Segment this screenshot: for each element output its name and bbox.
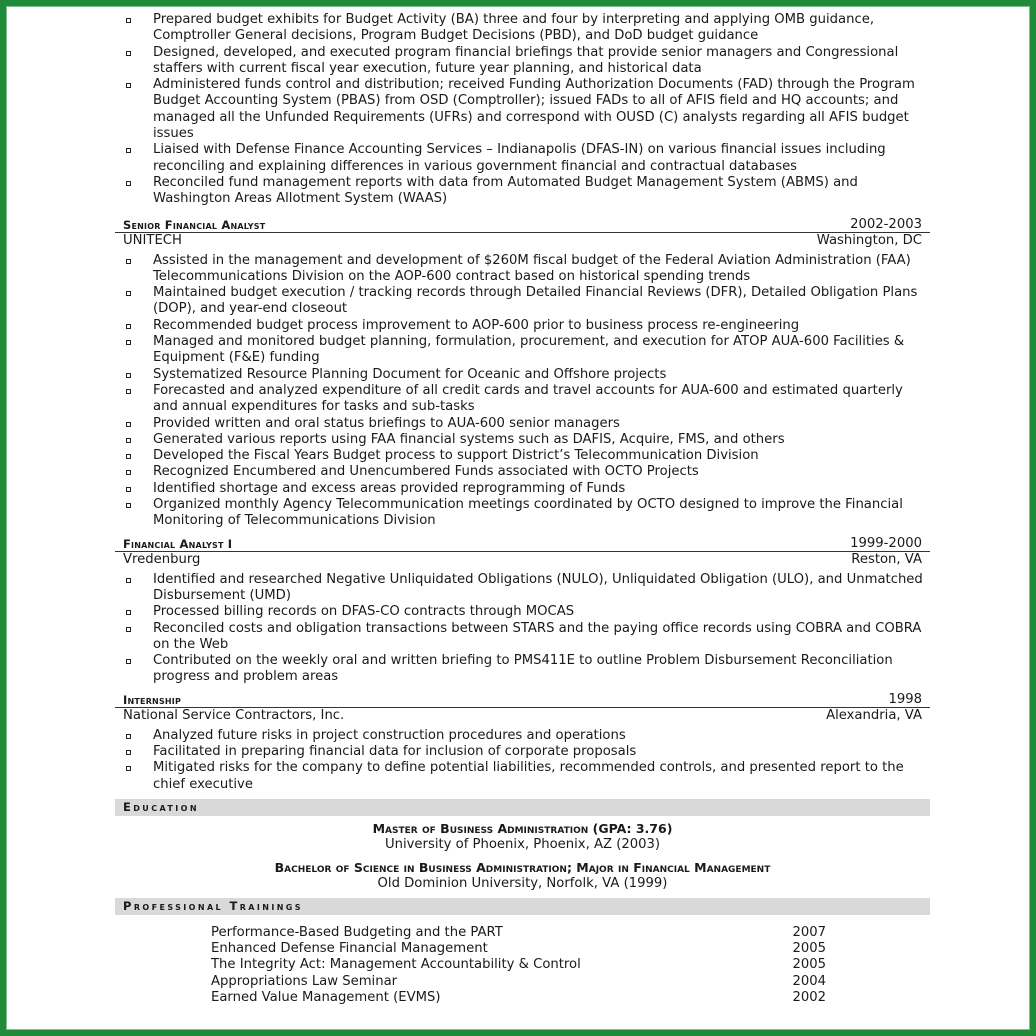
training-row [211,990,826,1006]
bullet-item: Processed billing records on DFAS-CO contracts through MOCAS [115,604,930,620]
bullet-item: Organized monthly Agency Telecommunication meetings coordinated by OCTO designed to improve the Financial Monitoring of Telecommunications Division [115,497,930,530]
square-bullet-icon [126,389,131,394]
bullet-item: Mitigated risks for the company to define potential liabilities, recommended controls, and presented report to the chief executive [115,760,930,793]
training-year: 2002 [792,990,826,1006]
job-years: 1998 [888,691,922,707]
education-section-header: Education [115,799,930,816]
square-bullet-icon [126,734,131,739]
job-company: Vredenburg [123,551,201,567]
bullet-item: Systematized Resource Planning Document for Oceanic and Offshore projects [115,367,930,383]
bullet-item: Assisted in the management and development of $260M fiscal budget of the Federal Aviation Administration (FAA) Telecommunications Division on the AOP-600 contract based on historical spending trends [115,253,930,286]
job-location: Washington, DC [816,232,922,248]
bullet-item: Reconciled costs and obligation transactions between STARS and the paying office records using COBRA and COBRA on the Web [115,621,930,654]
resume-page [115,12,930,1006]
degree-entry [115,860,930,892]
bullet-item: Managed and monitored budget planning, formulation, procurement, and execution for ATOP AUA-600 Facilities & Equipment (F&E) funding [115,334,930,367]
bullet-item: Administered funds control and distribution; received Funding Authorization Documents (FAD) through the Program Budget Accounting System (PBAS) from OSD (Comptroller); issued FADs to all of AFIS field and HQ accounts; and managed all the Unfunded Requirements (UFRs) and correspond with OUSD (C) analysts regarding all AFIS budget issues [115,77,930,142]
bullet-item: Analyzed future risks in project construction procedures and operations [115,728,930,744]
job-title: Financial Analyst I [123,536,233,551]
job-title: Internship [123,692,182,707]
job-header [115,215,930,233]
training-name: Enhanced Defense Financial Management [211,941,488,957]
job-header [115,534,930,552]
trainings-list [211,925,826,1006]
square-bullet-icon [126,83,131,88]
training-year: 2004 [792,973,826,989]
training-name: Earned Value Management (EVMS) [211,990,441,1006]
trainings-section-header: Professional Trainings [115,898,930,915]
job-bullet-list [115,728,930,793]
training-name: Appropriations Law Seminar [211,973,398,989]
square-bullet-icon [126,340,131,345]
bullet-item: Prepared budget exhibits for Budget Activity (BA) three and four by interpreting and applying OMB guidance, Comptroller General decisions, Program Budget Decisions (PBD), and DoD budget guidance [115,12,930,45]
degree-entry [115,821,930,853]
bullet-item: Recognized Encumbered and Unencumbered Funds associated with OCTO Projects [115,464,930,480]
square-bullet-icon [126,291,131,296]
bullet-item: Contributed on the weekly oral and written briefing to PMS411E to outline Problem Disbursement Reconciliation progress and problem areas [115,653,930,686]
square-bullet-icon [126,610,131,615]
square-bullet-icon [126,766,131,771]
square-bullet-icon [126,454,131,459]
square-bullet-icon [126,438,131,443]
training-row [211,974,826,990]
training-row [211,957,826,973]
job-years: 2002-2003 [850,216,922,232]
square-bullet-icon [126,578,131,583]
bullet-item: Maintained budget execution / tracking records through Detailed Financial Reviews (DFR), Detailed Obligation Plans (DOP), and year-end closeout [115,285,930,318]
degree-school: University of Phoenix, Phoenix, AZ (2003) [384,836,661,852]
square-bullet-icon [126,750,131,755]
job-location: Alexandria, VA [826,707,922,723]
bullet-item: Identified shortage and excess areas provided reprogramming of Funds [115,481,930,497]
training-name: The Integrity Act: Management Accountability & Control [211,957,581,973]
job-company-row [115,552,930,568]
job-bullet-list [115,253,930,530]
training-year: 2007 [792,924,826,940]
job-title: Senior Financial Analyst [123,217,266,232]
square-bullet-icon [126,659,131,664]
job-header [115,690,930,708]
square-bullet-icon [126,324,131,329]
square-bullet-icon [126,181,131,186]
bullet-item: Facilitated in preparing financial data for inclusion of corporate proposals [115,744,930,760]
training-row [211,925,826,941]
square-bullet-icon [126,148,131,153]
training-year: 2005 [792,957,826,973]
square-bullet-icon [126,422,131,427]
training-year: 2005 [792,941,826,957]
job-entry [115,215,930,530]
square-bullet-icon [126,503,131,508]
training-row [211,941,826,957]
training-name: Performance-Based Budgeting and the PART [211,924,503,940]
square-bullet-icon [126,259,131,264]
bullet-item: Reconciled fund management reports with data from Automated Budget Management System (ABMS) and Washington Areas Allotment System (WAAS) [115,175,930,208]
degree-title: Master of Business Administration (GPA: 3.76) [372,820,673,836]
square-bullet-icon [126,373,131,378]
square-bullet-icon [126,51,131,56]
job-years: 1999-2000 [850,535,922,551]
square-bullet-icon [126,470,131,475]
job-company-row [115,708,930,724]
bullet-item: Designed, developed, and executed program financial briefings that provide senior managers and Congressional staffers with current fiscal year execution, future year planning, and historical data [115,45,930,78]
degree-title: Bachelor of Science in Business Administration; Major in Financial Management [274,859,771,875]
job-bullet-list [115,572,930,686]
job-company: UNITECH [123,232,182,248]
square-bullet-icon [126,487,131,492]
square-bullet-icon [126,18,131,23]
intro-bullet-list [115,12,930,208]
job-company: National Service Contractors, Inc. [123,707,345,723]
degree-school: Old Dominion University, Norfolk, VA (1999) [377,875,668,891]
bullet-item: Forecasted and analyzed expenditure of all credit cards and travel accounts for AUA-600 and estimated quarterly and annual expenditures for tasks and sub-tasks [115,383,930,416]
job-company-row [115,233,930,249]
bullet-item: Identified and researched Negative Unliquidated Obligations (NULO), Unliquidated Obligation (ULO), and Unmatched Disbursement (UMD) [115,572,930,605]
bullet-item: Provided written and oral status briefings to AUA-600 senior managers [115,416,930,432]
bullet-item: Generated various reports using FAA financial systems such as DAFIS, Acquire, FMS, and others [115,432,930,448]
square-bullet-icon [126,627,131,632]
bullet-item: Recommended budget process improvement to AOP-600 prior to business process re-engineering [115,318,930,334]
bullet-item: Liaised with Defense Finance Accounting Services – Indianapolis (DFAS-IN) on various financial issues including reconciling and explaining differences in various government financial and contractual databases [115,142,930,175]
job-entry [115,690,930,793]
job-location: Reston, VA [851,551,922,567]
job-entry [115,534,930,686]
bullet-item: Developed the Fiscal Years Budget process to support District’s Telecommunication Division [115,448,930,464]
